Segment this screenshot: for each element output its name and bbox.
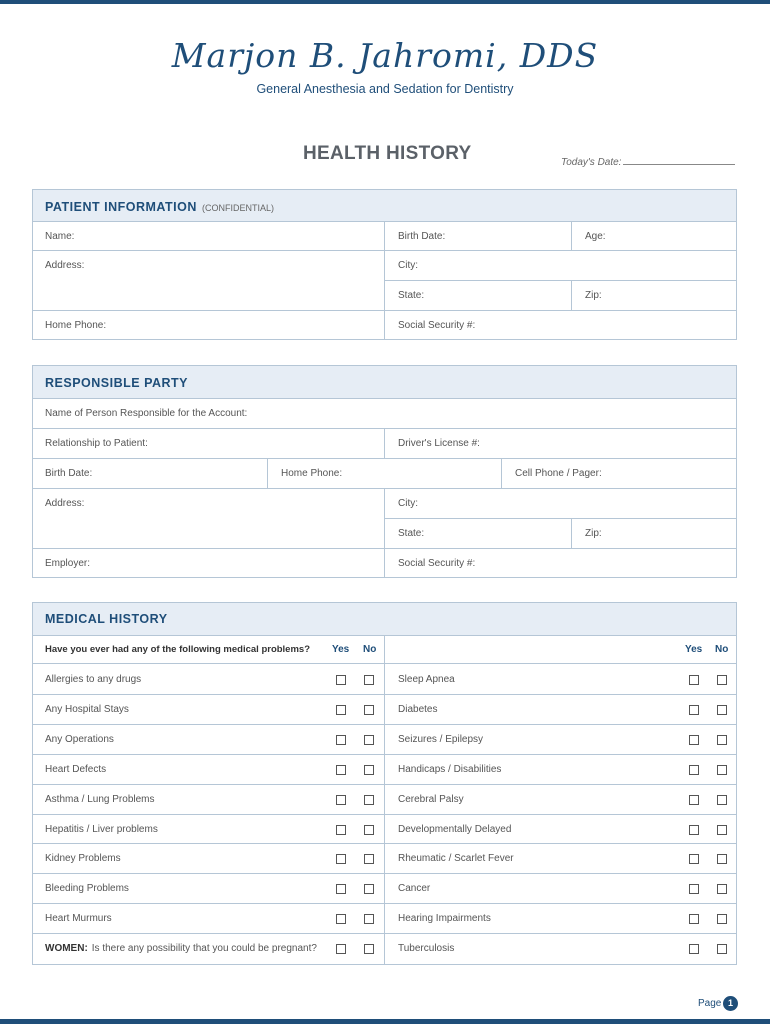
medical-question: Have you ever had any of the following medical problems? — [45, 644, 311, 655]
condition-label: Cancer — [398, 883, 431, 894]
no-checkbox[interactable] — [717, 705, 727, 715]
row-divider — [33, 724, 736, 725]
section-title: RESPONSIBLE PARTY — [45, 376, 189, 390]
responsible-name-field[interactable]: Name of Person Responsible for the Account: — [45, 408, 248, 419]
no-checkbox[interactable] — [717, 675, 727, 685]
doctor-name-logo: Marjon B. Jahromi, DDS — [171, 36, 599, 75]
confidential-note: (CONFIDENTIAL) — [202, 203, 274, 213]
patient-home-phone-field[interactable]: Home Phone: — [45, 320, 107, 331]
yes-checkbox[interactable] — [689, 825, 699, 835]
patient-name-field[interactable]: Name: — [45, 231, 75, 242]
no-checkbox[interactable] — [717, 854, 727, 864]
yes-checkbox[interactable] — [336, 705, 346, 715]
no-checkbox[interactable] — [364, 705, 374, 715]
patient-information-section — [32, 189, 737, 340]
no-checkbox[interactable] — [717, 914, 727, 924]
patient-birth-date-field[interactable]: Birth Date: — [398, 231, 446, 242]
page-title: HEALTH HISTORY — [303, 143, 472, 164]
patient-city-field[interactable]: City: — [398, 260, 418, 271]
no-checkbox[interactable] — [717, 825, 727, 835]
drivers-license-field[interactable]: Driver's License #: — [398, 438, 480, 449]
todays-date-line[interactable] — [623, 155, 735, 165]
row-divider — [33, 784, 736, 785]
yes-checkbox[interactable] — [689, 675, 699, 685]
responsible-party-section — [32, 365, 737, 578]
condition-label: Seizures / Epilepsy — [398, 734, 484, 745]
column-divider — [384, 488, 385, 577]
yes-checkbox[interactable] — [336, 735, 346, 745]
no-header-left: No — [363, 644, 377, 655]
pregnancy-question — [45, 943, 317, 954]
bottom-border — [0, 1019, 770, 1024]
condition-label: Bleeding Problems — [45, 883, 129, 894]
row-divider — [33, 754, 736, 755]
column-divider — [571, 518, 572, 548]
pregnancy-text: Is there any possibility that you could be pregnant? — [91, 943, 317, 954]
responsible-birth-date-field[interactable]: Birth Date: — [45, 468, 93, 479]
no-header-right: No — [715, 644, 729, 655]
condition-label: Allergies to any drugs — [45, 674, 142, 685]
no-checkbox[interactable] — [364, 735, 374, 745]
patient-address-field[interactable]: Address: — [45, 260, 85, 271]
row-divider — [33, 694, 736, 695]
patient-state-field[interactable]: State: — [398, 290, 425, 301]
condition-label: Cerebral Palsy — [398, 794, 464, 805]
condition-label: Tuberculosis — [398, 943, 455, 954]
yes-checkbox[interactable] — [336, 914, 346, 924]
condition-label: Heart Defects — [45, 764, 107, 775]
row-divider — [384, 280, 736, 281]
row-divider — [384, 518, 736, 519]
section-title: PATIENT INFORMATION — [45, 200, 197, 214]
condition-label: Hearing Impairments — [398, 913, 491, 924]
yes-header-left: Yes — [332, 644, 350, 655]
top-border — [0, 0, 770, 4]
column-divider — [501, 458, 502, 488]
responsible-city-field[interactable]: City: — [398, 498, 418, 509]
no-checkbox[interactable] — [364, 914, 374, 924]
no-checkbox[interactable] — [717, 795, 727, 805]
yes-checkbox[interactable] — [689, 854, 699, 864]
yes-checkbox[interactable] — [336, 944, 346, 954]
yes-checkbox[interactable] — [689, 705, 699, 715]
yes-checkbox[interactable] — [689, 765, 699, 775]
patient-ssn-field[interactable]: Social Security #: — [398, 320, 476, 331]
no-checkbox[interactable] — [364, 825, 374, 835]
column-divider — [571, 221, 572, 250]
no-checkbox[interactable] — [364, 944, 374, 954]
column-divider — [267, 458, 268, 488]
page-label: Page — [698, 998, 722, 1009]
column-divider — [384, 428, 385, 458]
section-title: MEDICAL HISTORY — [45, 612, 168, 626]
todays-date-field[interactable] — [561, 155, 735, 168]
condition-label: Any Hospital Stays — [45, 704, 129, 715]
condition-label: Developmentally Delayed — [398, 824, 512, 835]
responsible-ssn-field[interactable]: Social Security #: — [398, 558, 476, 569]
column-divider — [571, 280, 572, 310]
yes-checkbox[interactable] — [689, 914, 699, 924]
no-checkbox[interactable] — [717, 884, 727, 894]
patient-age-field[interactable]: Age: — [585, 231, 606, 242]
condition-label: Rheumatic / Scarlet Fever — [398, 853, 514, 864]
responsible-state-field[interactable]: State: — [398, 528, 425, 539]
no-checkbox[interactable] — [717, 735, 727, 745]
yes-checkbox[interactable] — [689, 735, 699, 745]
no-checkbox[interactable] — [364, 795, 374, 805]
employer-field[interactable]: Employer: — [45, 558, 91, 569]
condition-label: Asthma / Lung Problems — [45, 794, 155, 805]
row-divider — [33, 903, 736, 904]
no-checkbox[interactable] — [364, 765, 374, 775]
condition-label: Handicaps / Disabilities — [398, 764, 502, 775]
column-divider — [384, 635, 385, 964]
yes-checkbox[interactable] — [336, 884, 346, 894]
page-number-badge: 1 — [723, 996, 738, 1011]
no-checkbox[interactable] — [717, 944, 727, 954]
patient-zip-field[interactable]: Zip: — [585, 290, 602, 301]
responsible-address-field[interactable]: Address: — [45, 498, 85, 509]
yes-header-right: Yes — [685, 644, 703, 655]
condition-label: Heart Murmurs — [45, 913, 112, 924]
row-divider — [33, 814, 736, 815]
condition-label: Any Operations — [45, 734, 114, 745]
yes-checkbox[interactable] — [689, 795, 699, 805]
yes-checkbox[interactable] — [689, 884, 699, 894]
cell-phone-field[interactable]: Cell Phone / Pager: — [515, 468, 602, 479]
no-checkbox[interactable] — [364, 854, 374, 864]
row-divider — [33, 873, 736, 874]
no-checkbox[interactable] — [717, 765, 727, 775]
column-divider — [384, 221, 385, 339]
medical-history-section — [32, 602, 737, 965]
yes-checkbox[interactable] — [689, 944, 699, 954]
condition-label: Kidney Problems — [45, 853, 121, 864]
women-label: WOMEN: — [45, 943, 88, 954]
relationship-field[interactable]: Relationship to Patient: — [45, 438, 148, 449]
no-checkbox[interactable] — [364, 675, 374, 685]
yes-checkbox[interactable] — [336, 765, 346, 775]
condition-label: Diabetes — [398, 704, 438, 715]
row-divider — [33, 843, 736, 844]
no-checkbox[interactable] — [364, 884, 374, 894]
responsible-zip-field[interactable]: Zip: — [585, 528, 602, 539]
condition-label: Hepatitis / Liver problems — [45, 824, 158, 835]
todays-date-label: Today's Date: — [561, 157, 622, 168]
yes-checkbox[interactable] — [336, 795, 346, 805]
yes-checkbox[interactable] — [336, 854, 346, 864]
yes-checkbox[interactable] — [336, 825, 346, 835]
responsible-home-phone-field[interactable]: Home Phone: — [281, 468, 343, 479]
condition-label: Sleep Apnea — [398, 674, 455, 685]
yes-checkbox[interactable] — [336, 675, 346, 685]
practice-tagline: General Anesthesia and Sedation for Dentistry — [256, 82, 514, 96]
row-divider — [33, 933, 736, 934]
row-divider — [33, 458, 736, 459]
